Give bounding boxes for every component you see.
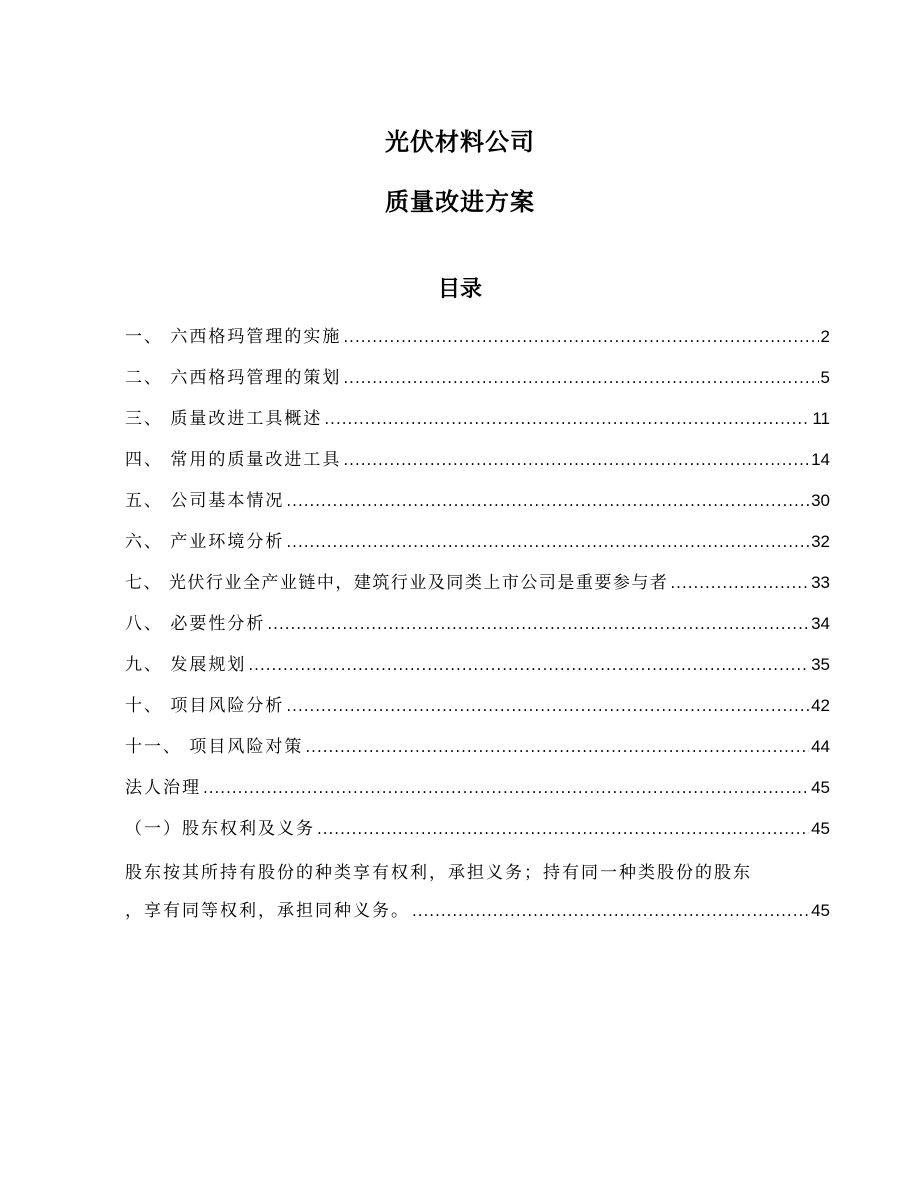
toc-entry-label: 八、 必要性分析 xyxy=(125,614,266,634)
toc-page-number: 34 xyxy=(811,614,830,633)
toc-leader xyxy=(286,689,809,723)
toc-entry[interactable] xyxy=(125,484,830,525)
toc-leader xyxy=(343,320,818,354)
toc-entry[interactable] xyxy=(125,361,830,402)
toc-leader xyxy=(343,443,809,477)
toc-entry-wrapped-line[interactable]: 股东按其所持有股份的种类享有权利，承担义务；持有同一种类股份的股东 xyxy=(125,863,752,883)
toc-heading: 目录 xyxy=(437,277,482,302)
toc-entry[interactable] xyxy=(125,566,830,607)
toc-entry[interactable] xyxy=(125,730,830,771)
toc-entry-label: 法人治理 xyxy=(125,778,201,798)
toc-leader xyxy=(324,402,810,436)
toc-entry-label: 九、 发展规划 xyxy=(125,655,247,675)
toc-page-number: 45 xyxy=(811,778,830,797)
toc-entry-label: 六、 产业环境分析 xyxy=(125,532,285,552)
toc-entry-label: 七、 光伏行业全产业链中，建筑行业及同类上市公司是重要参与者 xyxy=(125,573,669,593)
toc-entry[interactable] xyxy=(125,689,830,730)
toc-page-number: 35 xyxy=(811,655,830,674)
toc-leader xyxy=(670,566,809,600)
toc-leader xyxy=(203,771,809,805)
toc-entry[interactable] xyxy=(125,648,830,689)
toc-leader xyxy=(412,894,809,928)
toc-page-number: 11 xyxy=(812,409,830,428)
toc-entry-label: ，享有同等权利，承担同种义务。 xyxy=(125,901,410,921)
toc-entry[interactable] xyxy=(125,525,830,566)
toc-entry[interactable] xyxy=(125,894,830,935)
toc-page-number: 5 xyxy=(820,368,830,387)
toc-page-number: 30 xyxy=(811,491,830,510)
toc-leader xyxy=(267,607,809,641)
document-subtitle: 质量改进方案 xyxy=(385,188,535,216)
table-of-contents xyxy=(125,320,830,935)
toc-entry-label: 十一、 项目风险对策 xyxy=(125,737,304,757)
toc-entry-label: 一、 六西格玛管理的实施 xyxy=(125,327,342,347)
toc-page-number: 2 xyxy=(820,327,830,346)
toc-leader xyxy=(286,525,809,559)
toc-leader xyxy=(305,730,809,764)
toc-entry-label: 三、 质量改进工具概述 xyxy=(125,409,323,429)
toc-page-number: 42 xyxy=(811,696,830,715)
toc-page-number: 14 xyxy=(811,450,830,469)
toc-entry[interactable] xyxy=(125,607,830,648)
toc-leader xyxy=(317,812,809,846)
toc-entry[interactable] xyxy=(125,812,830,853)
toc-entry-label: （一）股东权利及义务 xyxy=(125,819,315,839)
toc-entry-label: 二、 六西格玛管理的策划 xyxy=(125,368,342,388)
toc-entry-label: 四、 常用的质量改进工具 xyxy=(125,450,342,470)
toc-page-number: 44 xyxy=(811,737,830,756)
toc-page-number: 45 xyxy=(811,901,830,920)
toc-entry-label: 五、 公司基本情况 xyxy=(125,491,285,511)
toc-entry[interactable] xyxy=(125,320,830,361)
toc-entry-label: 十、 项目风险分析 xyxy=(125,696,285,716)
toc-entry[interactable] xyxy=(125,443,830,484)
toc-entry[interactable] xyxy=(125,402,830,443)
toc-page-number: 45 xyxy=(811,819,830,838)
document-title: 光伏材料公司 xyxy=(385,128,535,156)
toc-entry[interactable] xyxy=(125,771,830,812)
toc-leader xyxy=(286,484,809,518)
toc-page-number: 32 xyxy=(811,532,830,551)
toc-leader xyxy=(343,361,818,395)
toc-leader xyxy=(248,648,809,682)
toc-page-number: 33 xyxy=(811,573,830,592)
